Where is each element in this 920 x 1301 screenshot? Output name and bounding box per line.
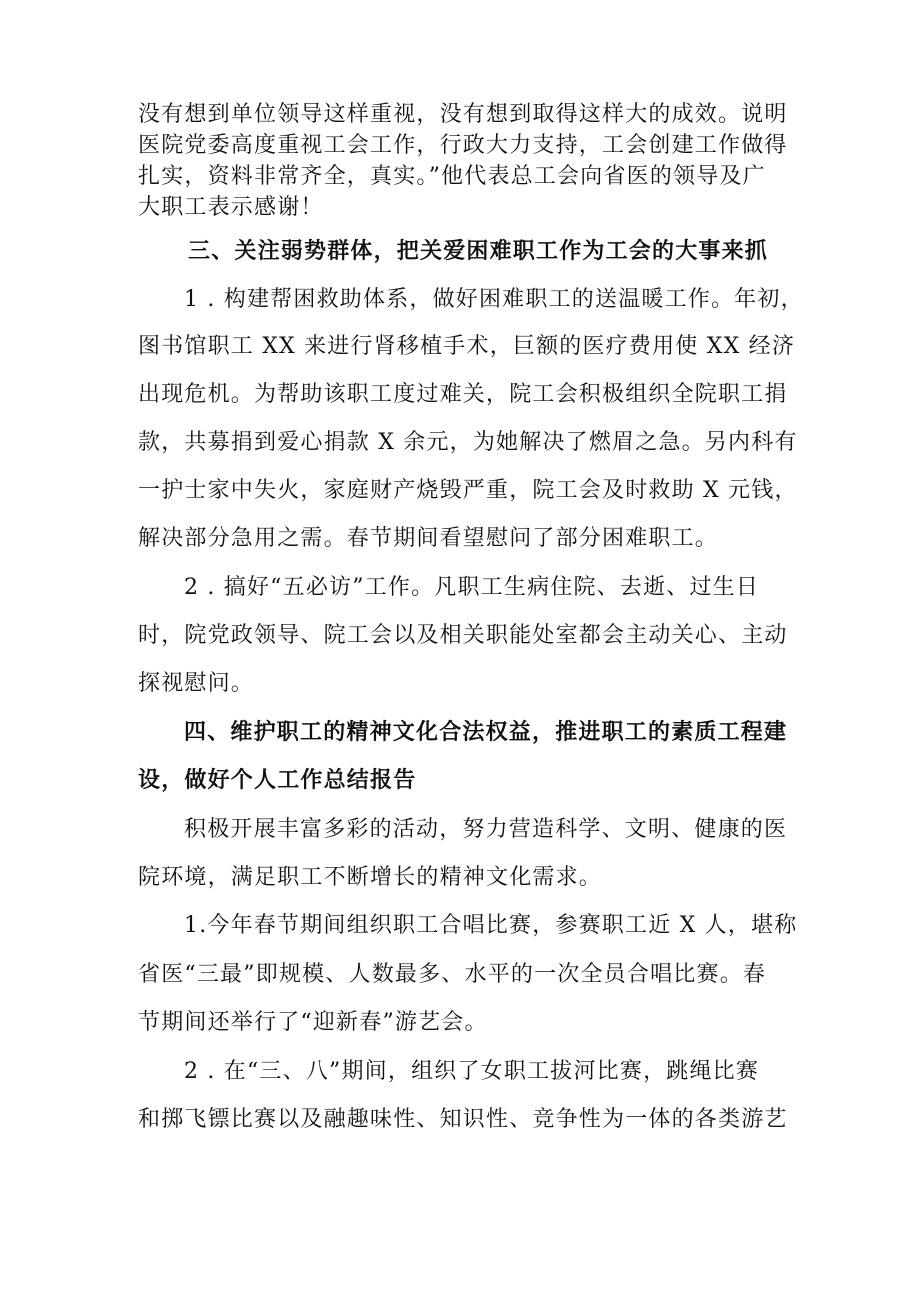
s4-item2-line-1: 2 . 在“三、八”期间，组织了女职工拔河比赛，跳绳比赛 <box>184 1059 760 1084</box>
section-four-heading-line-1: 四、维护职工的精神文化合法权益，推进职工的素质工程建 <box>184 720 788 745</box>
s4-item1-line-3: 节期间还举行了“迎新春”游艺会。 <box>138 1010 488 1035</box>
s3-item1-line-2: 图书馆职工 XX 来进行肾移植手术，巨额的医疗费用使 XX 经济 <box>138 334 796 359</box>
s3-item2-line-2: 时，院党政领导、院工会以及相关职能处室都会主动关心、主动 <box>138 623 788 648</box>
s4-item1-line-2: 省医“三最”即规模、人数最多、水平的一次全员合唱比赛。春 <box>138 962 767 987</box>
section-four-heading-line-2: 设，做好个人工作总结报告 <box>138 768 417 793</box>
s4-intro-line-2: 院环境，满足职工不断增长的精神文化需求。 <box>138 865 603 890</box>
intro-line-4: 大职工表示感谢！ <box>138 195 324 220</box>
s3-item1-line-6: 解决部分急用之需。春节期间看望慰问了部分困难职工。 <box>138 526 719 551</box>
s3-item1-line-1: 1 . 构建帮困救助体系，做好困难职工的送温暖工作。年初， <box>184 287 804 312</box>
s3-item2-line-3: 探视慰问。 <box>138 671 255 696</box>
s4-intro-line-1: 积极开展丰富多彩的活动，努力营造科学、文明、健康的医 <box>184 817 788 842</box>
s3-item1-line-3: 出现危机。为帮助该职工度过难关，院工会积极组织全院职工捐 <box>138 382 788 407</box>
s3-item1-line-5: 一护士家中失火，家庭财产烧毁严重，院工会及时救助 X 元钱， <box>138 478 798 503</box>
s3-item2-line-1: 2 . 搞好“五必访”工作。凡职工生病住院、去逝、过生日 <box>184 575 760 600</box>
s4-item1-line-1: 1.今年春节期间组织职工合唱比赛，参赛职工近 X 人，堪称 <box>184 913 798 938</box>
section-three-heading: 三、关注弱势群体，把关爱困难职工作为工会的大事来抓 <box>188 239 769 264</box>
s4-item2-line-2: 和掷飞镖比赛以及融趣味性、知识性、竞争性为一体的各类游艺 <box>138 1107 788 1132</box>
intro-line-1: 没有想到单位领导这样重视，没有想到取得这样大的成效。说明 <box>138 102 788 127</box>
intro-line-3: 扎实，资料非常齐全，真实。”他代表总工会向省医的领导及广 <box>138 164 766 189</box>
intro-line-2: 医院党委高度重视工会工作，行政大力支持，工会创建工作做得 <box>138 133 788 158</box>
s3-item1-line-4: 款，共募捐到爱心捐款 X 余元，为她解决了燃眉之急。另内科有 <box>138 430 798 455</box>
